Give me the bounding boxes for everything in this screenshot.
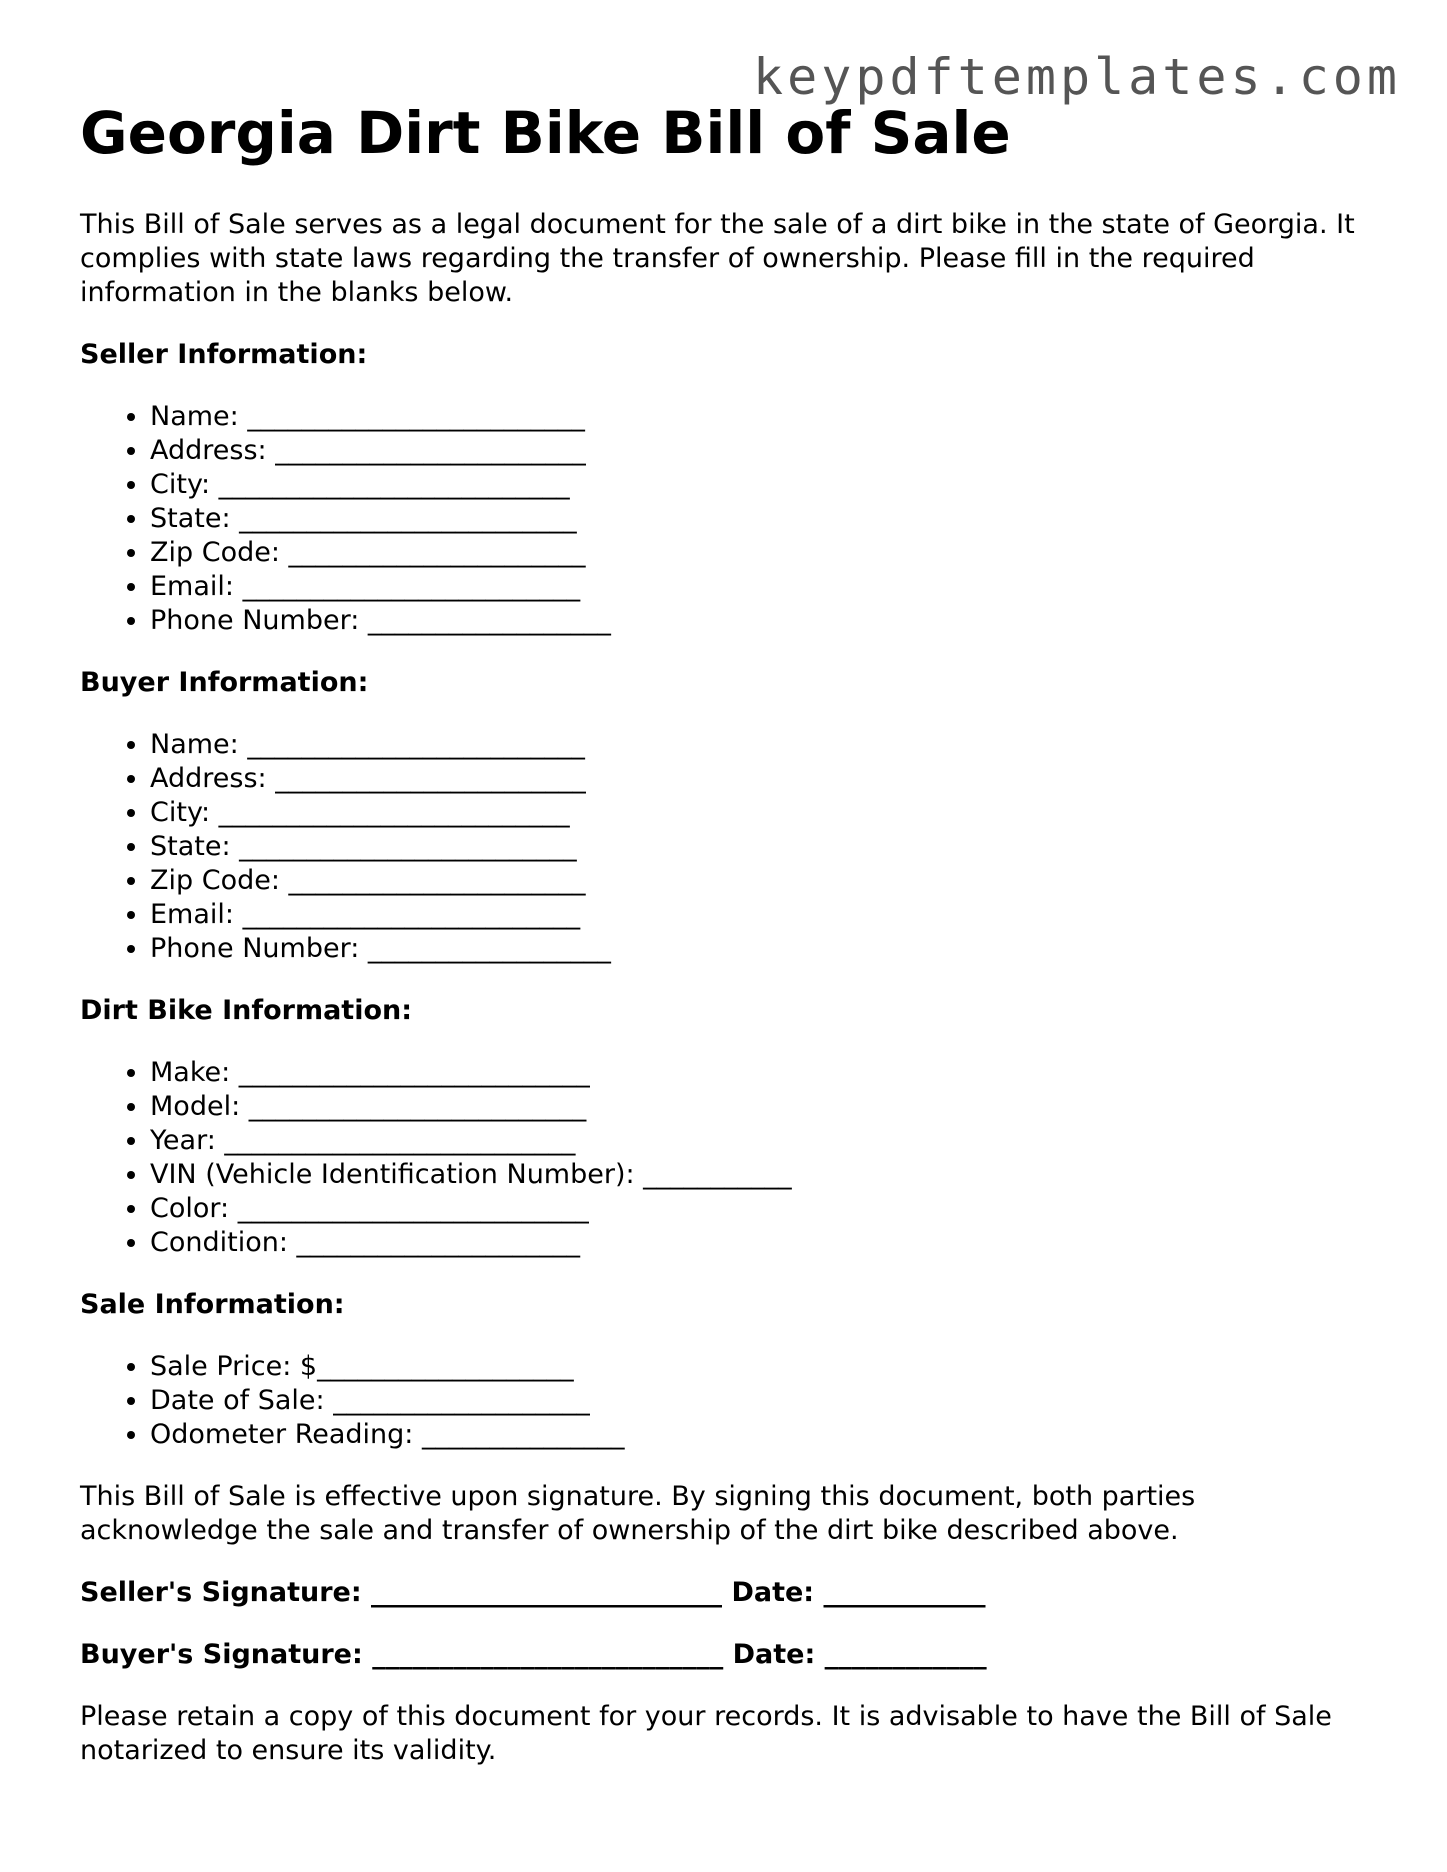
- seller-signature-line: Seller's Signature: __________________________ Date: ____________: [80, 1577, 986, 1608]
- buyer-phone-field: • Phone Number: __________________: [150, 932, 1380, 966]
- buyer-fields-list: [80, 728, 1380, 966]
- buyer-city-field: • City: __________________________: [150, 796, 1380, 830]
- seller-email-field: • Email: _________________________: [150, 570, 1380, 604]
- seller-fields-list: [80, 400, 1380, 638]
- buyer-zip-field: • Zip Code: ______________________: [150, 864, 1380, 898]
- bike-condition-field: • Condition: _____________________: [150, 1226, 1380, 1260]
- bike-fields-list: [80, 1056, 1380, 1260]
- buyer-state-field: • State: _________________________: [150, 830, 1380, 864]
- bike-color-field: • Color: __________________________: [150, 1192, 1380, 1226]
- bike-make-field: • Make: __________________________: [150, 1056, 1380, 1090]
- seller-section-heading: Seller Information:: [80, 339, 368, 370]
- sale-date-field: • Date of Sale: ___________________: [150, 1384, 1380, 1418]
- watermark-text: keypdftemplates.com: [753, 48, 1401, 106]
- buyer-signature-line: Buyer's Signature: __________________________ Date: ____________: [80, 1639, 987, 1670]
- seller-name-field: • Name: _________________________: [150, 400, 1380, 434]
- buyer-section-heading: Buyer Information:: [80, 667, 369, 698]
- seller-address-field: • Address: _______________________: [150, 434, 1380, 468]
- buyer-name-field: • Name: _________________________: [150, 728, 1380, 762]
- document-title: Georgia Dirt Bike Bill of Sale: [80, 99, 1011, 167]
- bike-section-heading: Dirt Bike Information:: [80, 995, 413, 1026]
- sale-section-heading: Sale Information:: [80, 1289, 345, 1320]
- odometer-field: • Odometer Reading: _______________: [150, 1418, 1380, 1452]
- closing-paragraph: This Bill of Sale is effective upon signature. By signing this document, both parties acknowledge the sale and transfer of ownership of the dirt bike described above.: [80, 1481, 1196, 1546]
- document-body: [80, 208, 1380, 1768]
- bike-year-field: • Year: __________________________: [150, 1124, 1380, 1158]
- sale-fields-list: [80, 1350, 1380, 1452]
- intro-paragraph: This Bill of Sale serves as a legal document for the sale of a dirt bike in the state of Georgia. It complies with state laws regarding the transfer of ownership. Please fill in the required information in the blanks below.: [80, 209, 1355, 308]
- buyer-email-field: • Email: _________________________: [150, 898, 1380, 932]
- seller-city-field: • City: __________________________: [150, 468, 1380, 502]
- sale-price-field: • Sale Price: $___________________: [150, 1350, 1380, 1384]
- buyer-address-field: • Address: _______________________: [150, 762, 1380, 796]
- seller-zip-field: • Zip Code: ______________________: [150, 536, 1380, 570]
- seller-state-field: • State: _________________________: [150, 502, 1380, 536]
- seller-phone-field: • Phone Number: __________________: [150, 604, 1380, 638]
- bike-vin-field: • VIN (Vehicle Identification Number): ___________: [150, 1158, 1380, 1192]
- footer-note: Please retain a copy of this document for your records. It is advisable to have the Bill of Sale notarized to ensure its validity.: [80, 1701, 1332, 1766]
- bike-model-field: • Model: _________________________: [150, 1090, 1380, 1124]
